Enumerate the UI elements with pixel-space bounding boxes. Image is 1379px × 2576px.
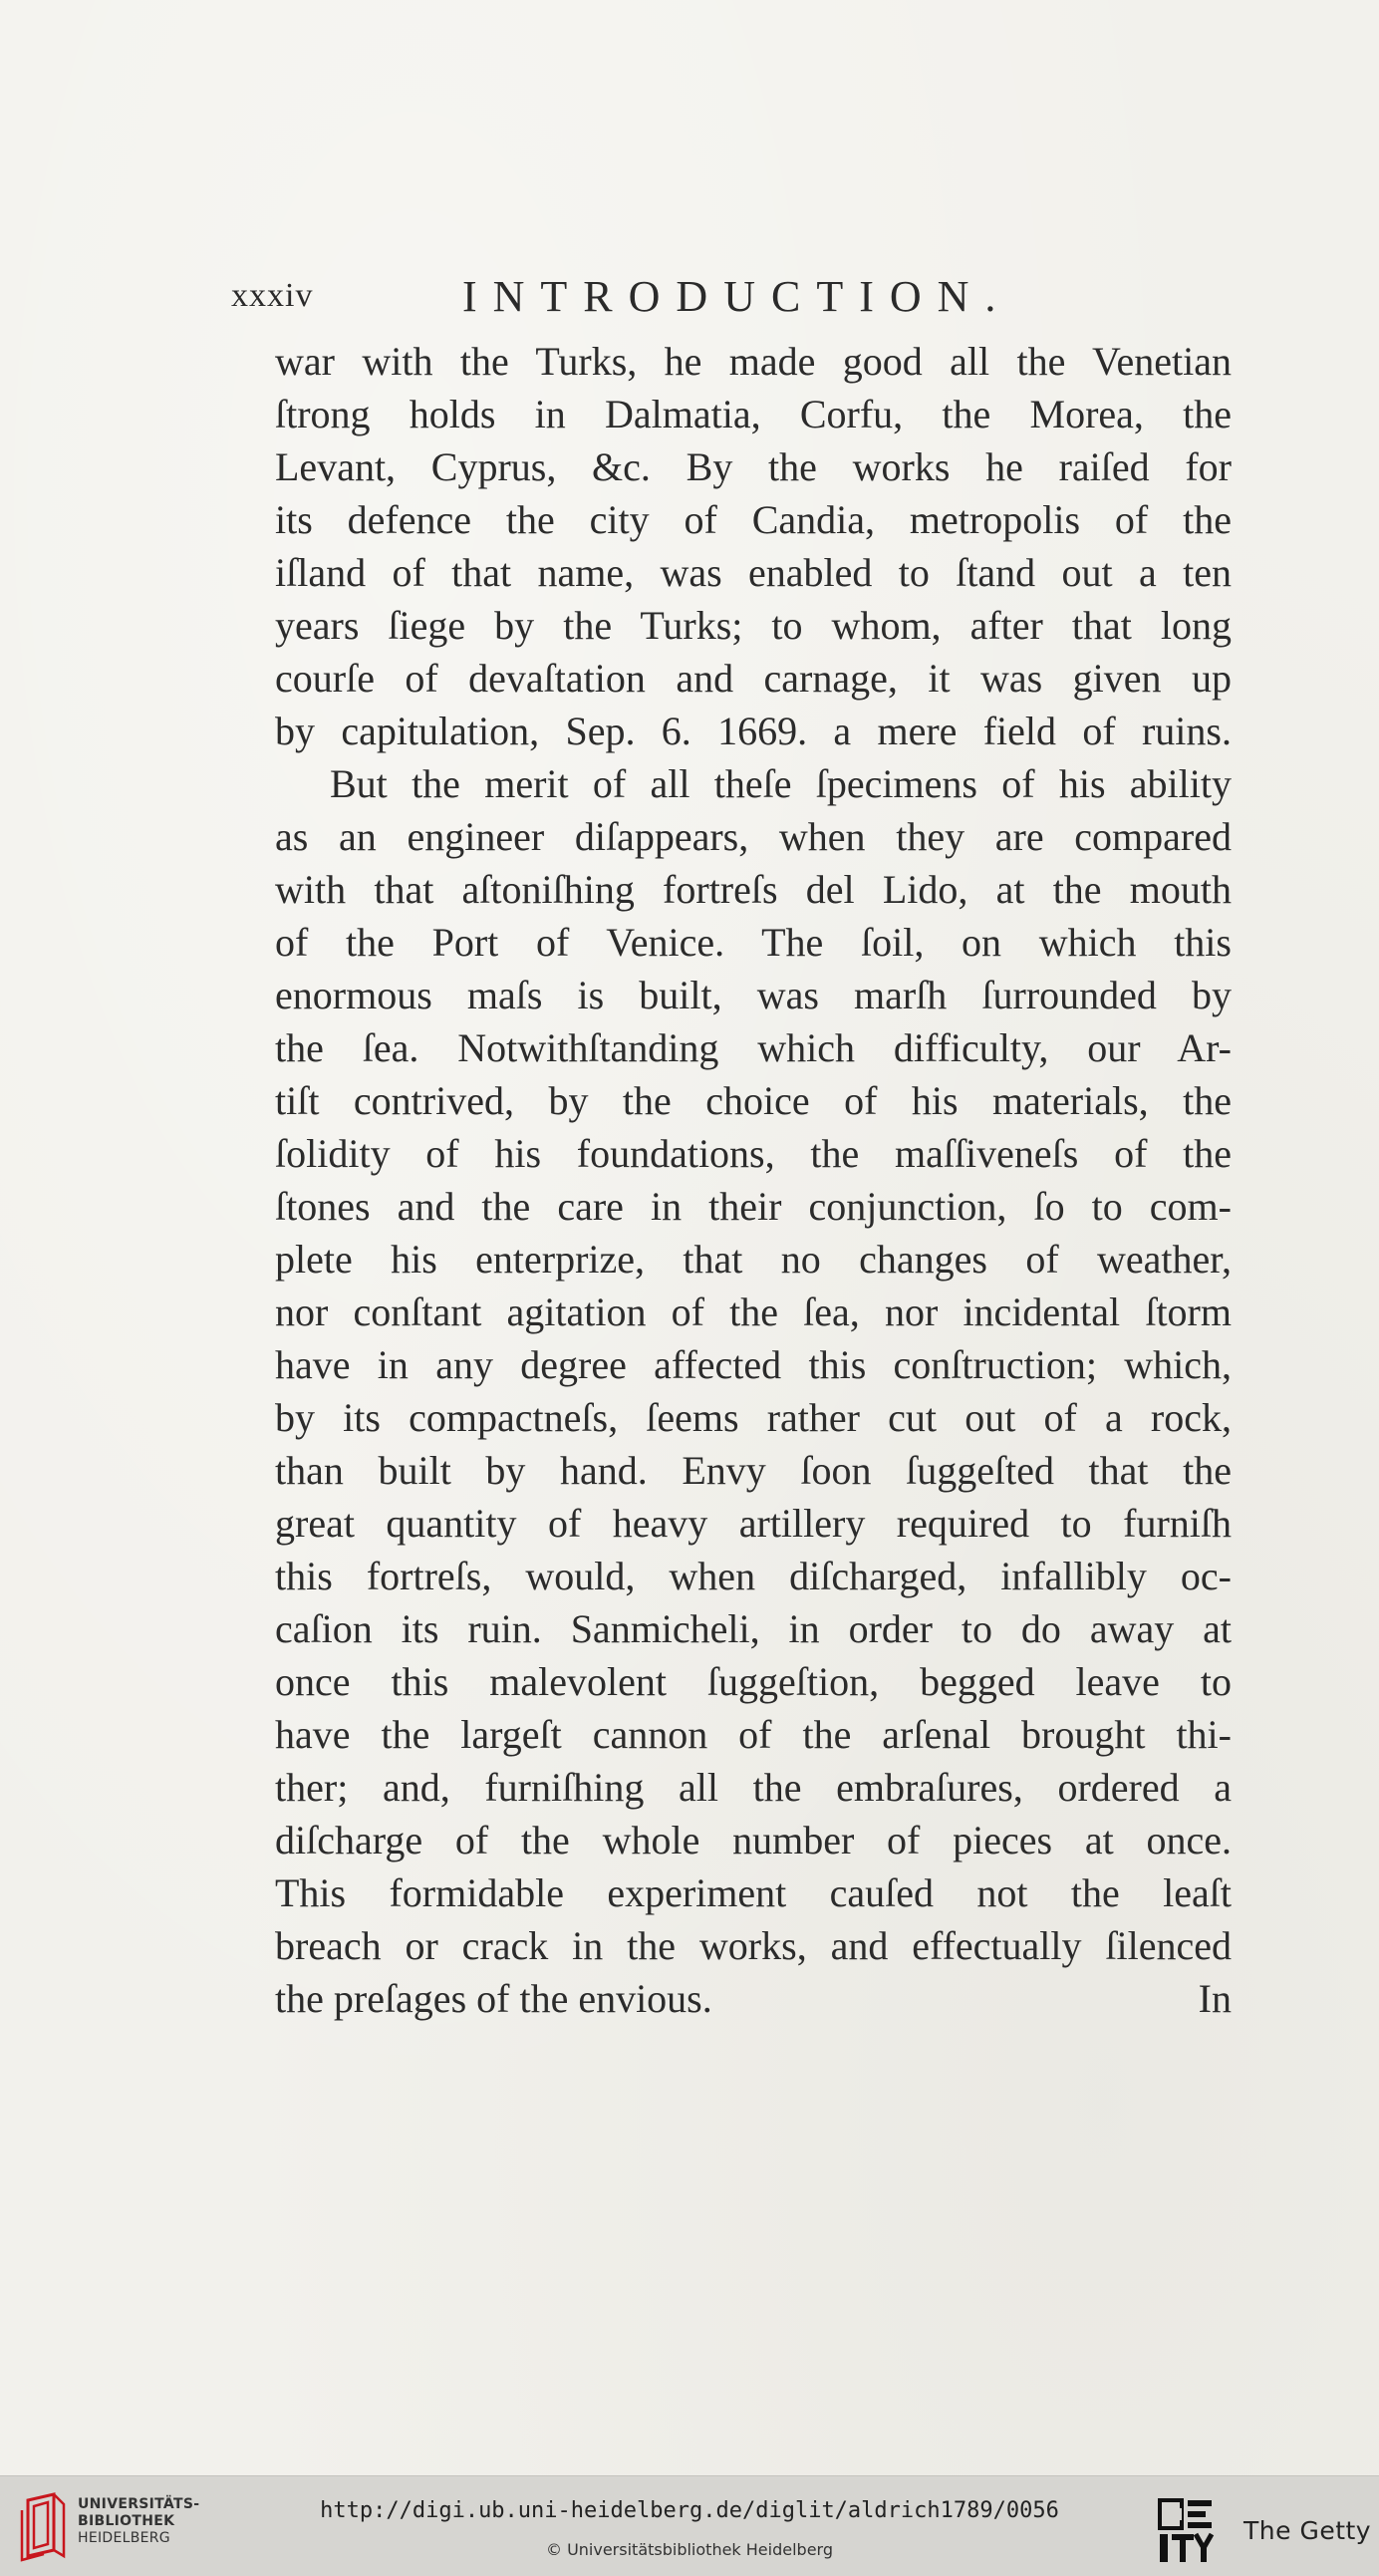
- text-line: Levant, Cyprus, &c. By the works he raiſed for: [275, 444, 1232, 489]
- page-header: [231, 271, 1068, 331]
- text-line: ther; and, furniſhing all the embraſures, ordered a: [275, 1765, 1232, 1810]
- text-line: its defence the city of Candia, metropolis of the: [275, 497, 1232, 542]
- catchword: In: [1198, 1976, 1232, 2021]
- getty-logo-icon[interactable]: [1156, 2498, 1216, 2564]
- text-line: diſcharge of the whole number of pieces at once.: [275, 1818, 1232, 1862]
- text-line: breach or crack in the works, and effectually ſilenced: [275, 1923, 1232, 1968]
- text-line: as an engineer diſappears, when they are compared: [275, 814, 1232, 859]
- paragraph-start-line: But the merit of all theſe ſpecimens of his ability: [330, 761, 1232, 806]
- viewer-footer: [0, 2475, 1379, 2576]
- text-line: iſland of that name, was enabled to ſtand out a ten: [275, 550, 1232, 595]
- text-line: have in any degree affected this conſtruction; which,: [275, 1342, 1232, 1387]
- library-name-line: UNIVERSITÄTS-: [78, 2496, 200, 2512]
- text-line: have the largeſt cannon of the arſenal brought thi-: [275, 1712, 1232, 1757]
- body-text: [275, 335, 1232, 2025]
- text-line: nor conſtant agitation of the ſea, nor incidental ſtorm: [275, 1289, 1232, 1334]
- text-line: years ſiege by the Turks; to whom, after that long: [275, 603, 1232, 648]
- text-line: by capitulation, Sep. 6. 1669. a mere field of ruins.: [275, 709, 1232, 753]
- page-number: xxxiv: [231, 277, 314, 314]
- text-line: tiſt contrived, by the choice of his materials, the: [275, 1078, 1232, 1123]
- text-line: plete his enterprize, that no changes of weather,: [275, 1237, 1232, 1282]
- text-line: than built by hand. Envy ſoon ſuggeſted that the: [275, 1448, 1232, 1493]
- library-name-line: BIBLIOTHEK: [78, 2513, 175, 2529]
- text-line: by its compactneſs, ſeems rather cut out of a rock,: [275, 1395, 1232, 1440]
- permalink-url[interactable]: http://digi.ub.uni-heidelberg.de/diglit/aldrich1789/0056: [320, 2498, 1059, 2523]
- text-line: This formidable experiment cauſed not the leaſt: [275, 1870, 1232, 1915]
- last-text-line: [275, 1972, 1232, 2025]
- text-line: ſolidity of his foundations, the maſſiveneſs of the: [275, 1131, 1232, 1176]
- running-title: INTRODUCTION.: [462, 272, 1012, 321]
- text-line: once this malevolent ſuggeſtion, begged leave to: [275, 1659, 1232, 1704]
- text-line: of the Port of Venice. The ſoil, on which this: [275, 920, 1232, 965]
- library-name-line: HEIDELBERG: [78, 2530, 170, 2546]
- text-line: courſe of devaſtation and carnage, it was given up: [275, 656, 1232, 701]
- text-line: war with the Turks, he made good all the Venetian: [275, 339, 1232, 384]
- partner-name: The Getty: [1243, 2516, 1372, 2545]
- text-line: the preſages of the envious.: [275, 1976, 712, 2021]
- text-line: this fortreſs, would, when diſcharged, infallibly oc-: [275, 1554, 1232, 1598]
- text-line: ſtrong holds in Dalmatia, Corfu, the Morea, the: [275, 392, 1232, 436]
- text-line: with that aſtoniſhing fortreſs del Lido, at the mouth: [275, 867, 1232, 912]
- text-line: ſtones and the care in their conjunction, ſo to com-: [275, 1184, 1232, 1229]
- text-line: great quantity of heavy artillery required to furniſh: [275, 1501, 1232, 1546]
- text-line: the ſea. Notwithſtanding which difficulty, our Ar-: [275, 1025, 1232, 1070]
- copyright-notice: © Universitätsbibliothek Heidelberg: [545, 2540, 833, 2559]
- text-line: enormous maſs is built, was marſh ſurrounded by: [275, 973, 1232, 1017]
- text-line: caſion its ruin. Sanmicheli, in order to do away at: [275, 1606, 1232, 1651]
